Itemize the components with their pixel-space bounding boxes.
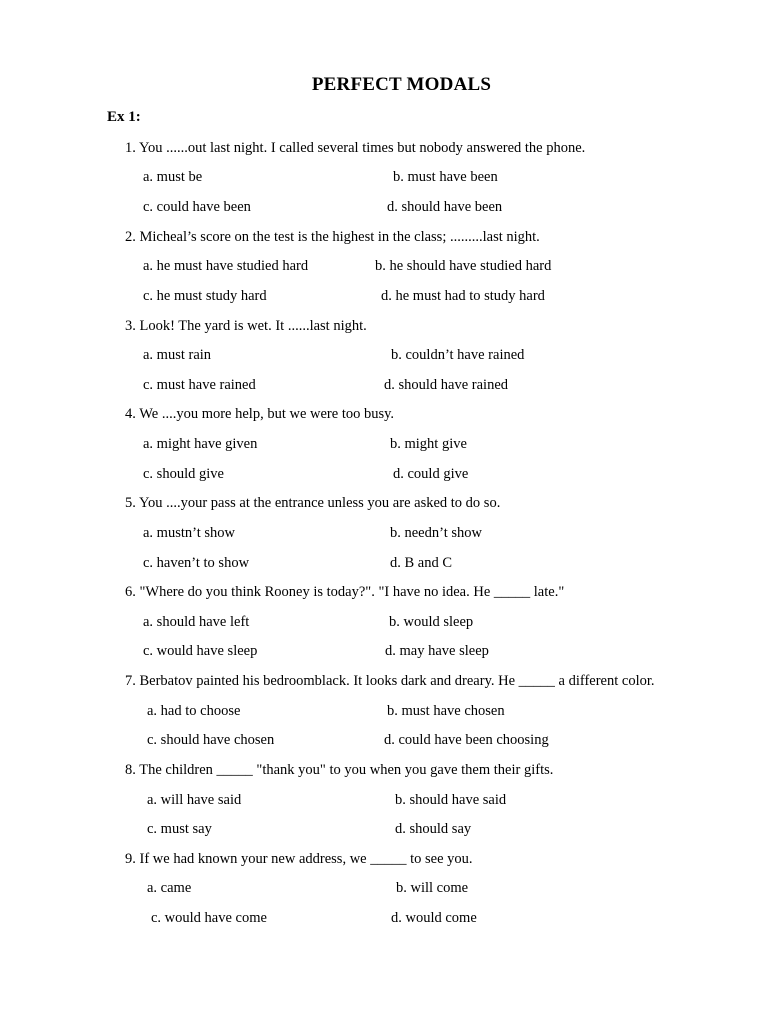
question-4-option-b: b. might give	[390, 436, 467, 452]
question-4-option-c: c. should give	[143, 466, 224, 482]
question-8-option-b: b. should have said	[395, 792, 507, 808]
question-1: 1. You ......out last night. I called several times but nobody answered the phone.	[125, 140, 586, 156]
question-4-option-a: a. might have given	[143, 436, 258, 452]
question-9-option-b: b. will come	[396, 880, 469, 896]
question-5-option-a: a. mustn’t show	[143, 525, 235, 541]
question-9-option-d: d. would come	[391, 910, 477, 926]
question-2-option-d: d. he must had to study hard	[381, 288, 545, 304]
question-2: 2. Micheal’s score on the test is the highest in the class; .........last night.	[125, 229, 540, 245]
question-3-option-a: a. must rain	[143, 347, 212, 363]
question-8-option-a: a. will have said	[147, 792, 242, 808]
question-4: 4. We ....you more help, but we were too busy.	[125, 406, 395, 422]
question-8-option-c: c. must say	[147, 821, 212, 837]
question-6: 6. "Where do you think Rooney is today?". "I have no idea. He _____ late."	[125, 584, 565, 600]
question-1-option-d: d. should have been	[387, 199, 503, 215]
question-3-option-b: b. couldn’t have rained	[391, 347, 525, 363]
question-1-option-b: b. must have been	[393, 169, 498, 185]
question-2-option-c: c. he must study hard	[143, 288, 267, 304]
question-5-option-c: c. haven’t to show	[143, 555, 250, 571]
question-5-option-b: b. needn’t show	[390, 525, 482, 541]
question-8-option-d: d. should say	[395, 821, 472, 837]
question-3-option-d: d. should have rained	[384, 377, 509, 393]
question-5-option-d: d. B and C	[390, 555, 453, 571]
question-2-option-b: b. he should have studied hard	[375, 258, 552, 274]
question-6-option-a: a. should have left	[143, 614, 250, 630]
question-1-option-c: c. could have been	[143, 199, 251, 215]
question-7-option-d: d. could have been choosing	[384, 732, 549, 748]
question-7-option-a: a. had to choose	[147, 703, 241, 719]
question-9-option-c: c. would have come	[151, 910, 267, 926]
question-6-option-c: c. would have sleep	[143, 643, 258, 659]
question-8: 8. The children _____ "thank you" to you when you gave them their gifts.	[125, 762, 554, 778]
question-9-option-a: a. came	[147, 880, 192, 896]
question-9: 9. If we had known your new address, we _____ to see you.	[125, 851, 473, 867]
question-7-option-b: b. must have chosen	[387, 703, 505, 719]
question-6-option-b: b. would sleep	[389, 614, 474, 630]
exercise-heading: Ex 1:	[107, 109, 141, 125]
page-title: PERFECT MODALS	[311, 74, 492, 95]
question-5: 5. You ....your pass at the entrance unless you are asked to do so.	[125, 495, 501, 511]
question-3: 3. Look! The yard is wet. It ......last night.	[125, 318, 367, 334]
question-3-option-c: c. must have rained	[143, 377, 256, 393]
question-6-option-d: d. may have sleep	[385, 643, 489, 659]
question-7: 7. Berbatov painted his bedroomblack. It looks dark and dreary. He _____ a different color.	[125, 673, 655, 689]
question-2-option-a: a. he must have studied hard	[143, 258, 309, 274]
question-1-option-a: a. must be	[143, 169, 203, 185]
question-7-option-c: c. should have chosen	[147, 732, 275, 748]
question-4-option-d: d. could give	[393, 466, 469, 482]
